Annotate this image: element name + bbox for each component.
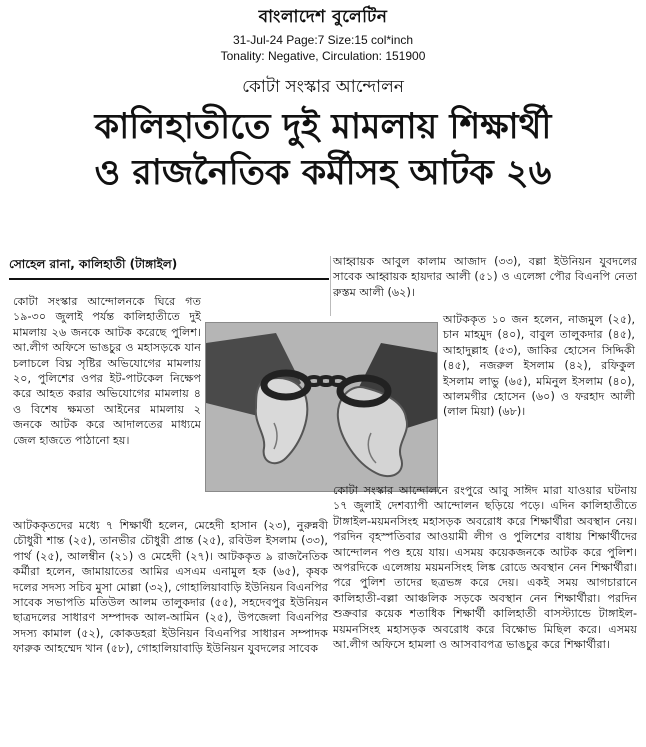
headline-line-1: কালিহাতীতে দুই মামলায় শিক্ষার্থী xyxy=(94,107,552,147)
article-photo xyxy=(205,322,438,492)
article-paragraph-students: আটককৃতদের মধ্যে ৭ শিক্ষার্থী হলেন, মেহেদী হাসান (২৩), নুরুন্নবী চৌধুরী শান্ত (২৫), তানভীর চৌধুরী প্রান্ত (২৫), রবিউল ইসলাম (৩৩), পার্থ (২৫), আলম্বীন (২১) ও মেহেদী (২৭)। আটককৃত ৯ রাজনৈতিক কর্মীরা হলেন, জামায়াতের আমির এসএম এনামুল হক (৬৫), কৃষক দলের সদস্য সচিব মুসা মোল্লা (৩২), গোহালিয়াবাড়ি ইউনিয়ন বিএনপির সাবেক সভাপতি মতিউল আলম তালুকদার (৫৫), সহদেবপুর ইউনিয়ন ছাত্রদলের সাধারণ সম্পাদক আল-আমিন (২৫), উপজেলা বিএনপির সদস্য কামাল (৫২), কোকডহরা ইউনিয়ন বিএনপির সাধারন সম্পাদক ফারুক আহম্মেদ খান (৫৮), গোহালিয়াবাড়ি ইউনিয়ন যুবদলের সাবেক xyxy=(13,519,328,656)
article-headline xyxy=(6,104,640,196)
article-kicker: কোটা সংস্কার আন্দোলন xyxy=(242,77,404,97)
column-divider xyxy=(330,256,331,316)
article-byline: সোহেল রানা, কালিহাতী (টাঙ্গাইল) xyxy=(9,256,329,280)
masthead xyxy=(0,4,646,64)
article-paragraph-detained-list: আটককৃত ১০ জন হলেন, নাজমুল (২৫), চান মাহমুদ (৪০), বাবুল তালুকদার (৪৫), আহাদুল্লাহ (৫৩), জাকির হোসেন সিদ্দিকী (৪৫), নজরুল ইসলাম (৪২), রফিকুল ইসলাম লাভু (৬৫), মমিনুল ইসলাম (৪০), আলমগীর হোসেন (৬০) ও ফরহাদ আলী (লাল মিয়া) (৬৮)। xyxy=(443,313,635,419)
article-paragraph-lead: কোটা সংস্কার আন্দোলনকে ঘিরে গত ১৯-৩০ জুলাই পর্যন্ত কালিহাতীতে দুই মামলায় ২৬ জনকে আটক করেছে পুলিশ। আ.লীগ অফিসে ভাঙচুর ও মহাসড়কে যান চলাচলে বিঘ্ন সৃষ্টির অভিযোগের মামলায় ২০, পুলিশের ওপর ইট-পাটকেল নিক্ষেপ করে আহত করার অভিযোগের মামলায় ৪ ও বিশেষ ক্ষমতা আইনের মামলায় ২ জনকে আটক করে আদালতের মাধ্যমে জেল হাজতে পাঠানো হয়। xyxy=(13,295,201,447)
clipping-info-date-page: 31-Jul-24 Page:7 Size:15 col*inch xyxy=(232,33,414,47)
headline-line-2: ও রাজনৈতিক কর্মীসহ আটক ২৬ xyxy=(94,153,552,193)
clipping-info-tonality: Tonality: Negative, Circulation: 151900 xyxy=(220,49,426,63)
newspaper-logo: বাংলাদেশ বুলেটিন xyxy=(258,7,388,27)
article-paragraph-continued: আহ্বায়ক আবুল কালাম আজাদ (৩৩), বল্লা ইউনিয়ন যুবদলের সাবেক আহ্বায়ক হায়দার আলী (৫১) ও এলেঙ্গা পৌর বিএনপি নেতা রুস্তম আলী (৬২)। xyxy=(333,255,637,299)
handcuffed-hands-icon xyxy=(206,323,438,492)
article-paragraph-background: কোটা সংস্কার আন্দোলনে রংপুরে আবু সাঈদ মারা যাওয়ার ঘটনায় ১৭ জুলাই দেশব্যাপী আন্দোলন ছড়িয়ে পড়ে। এদিন কালিহাতীতে টাঙ্গাইল-ময়মনসিংহ মহাসড়ক অবরোধ করে শিক্ষার্থীরা অবস্থান নেয়। পরদিন বৃহস্পতিবার আওয়ামী লীগ ও পুলিশের বাধায় শিক্ষার্থীদের আন্দোলন পণ্ড হয়ে যায়। এসময় কয়েকজনকে আটক করে পুলিশ। অপরদিকে এলেঙ্গায় ময়মনসিংহ লিঙ্ক রোডে অবস্থান নেন শিক্ষার্থীরা। পরে পুলিশ তাদের ছত্রভঙ্গ করে দেয়। একই সময় আগচারানে কালিহাতী-বল্লা আঞ্চলিক সড়কে অবস্থান নেন শিক্ষার্থীরা। পরদিন শুক্রবার কয়েক শতাধিক শিক্ষার্থী কালিহাতী বাসস্ট্যান্ডে টাঙ্গাইল-ময়মনসিংহ মহাসড়ক অবরোধ করে বিক্ষোভ মিছিল করে। এসময় আ.লীগ অফিসে হামলা ও আসবাবপত্র ভাঙচুর করে শিক্ষার্থীরা। xyxy=(333,484,637,652)
